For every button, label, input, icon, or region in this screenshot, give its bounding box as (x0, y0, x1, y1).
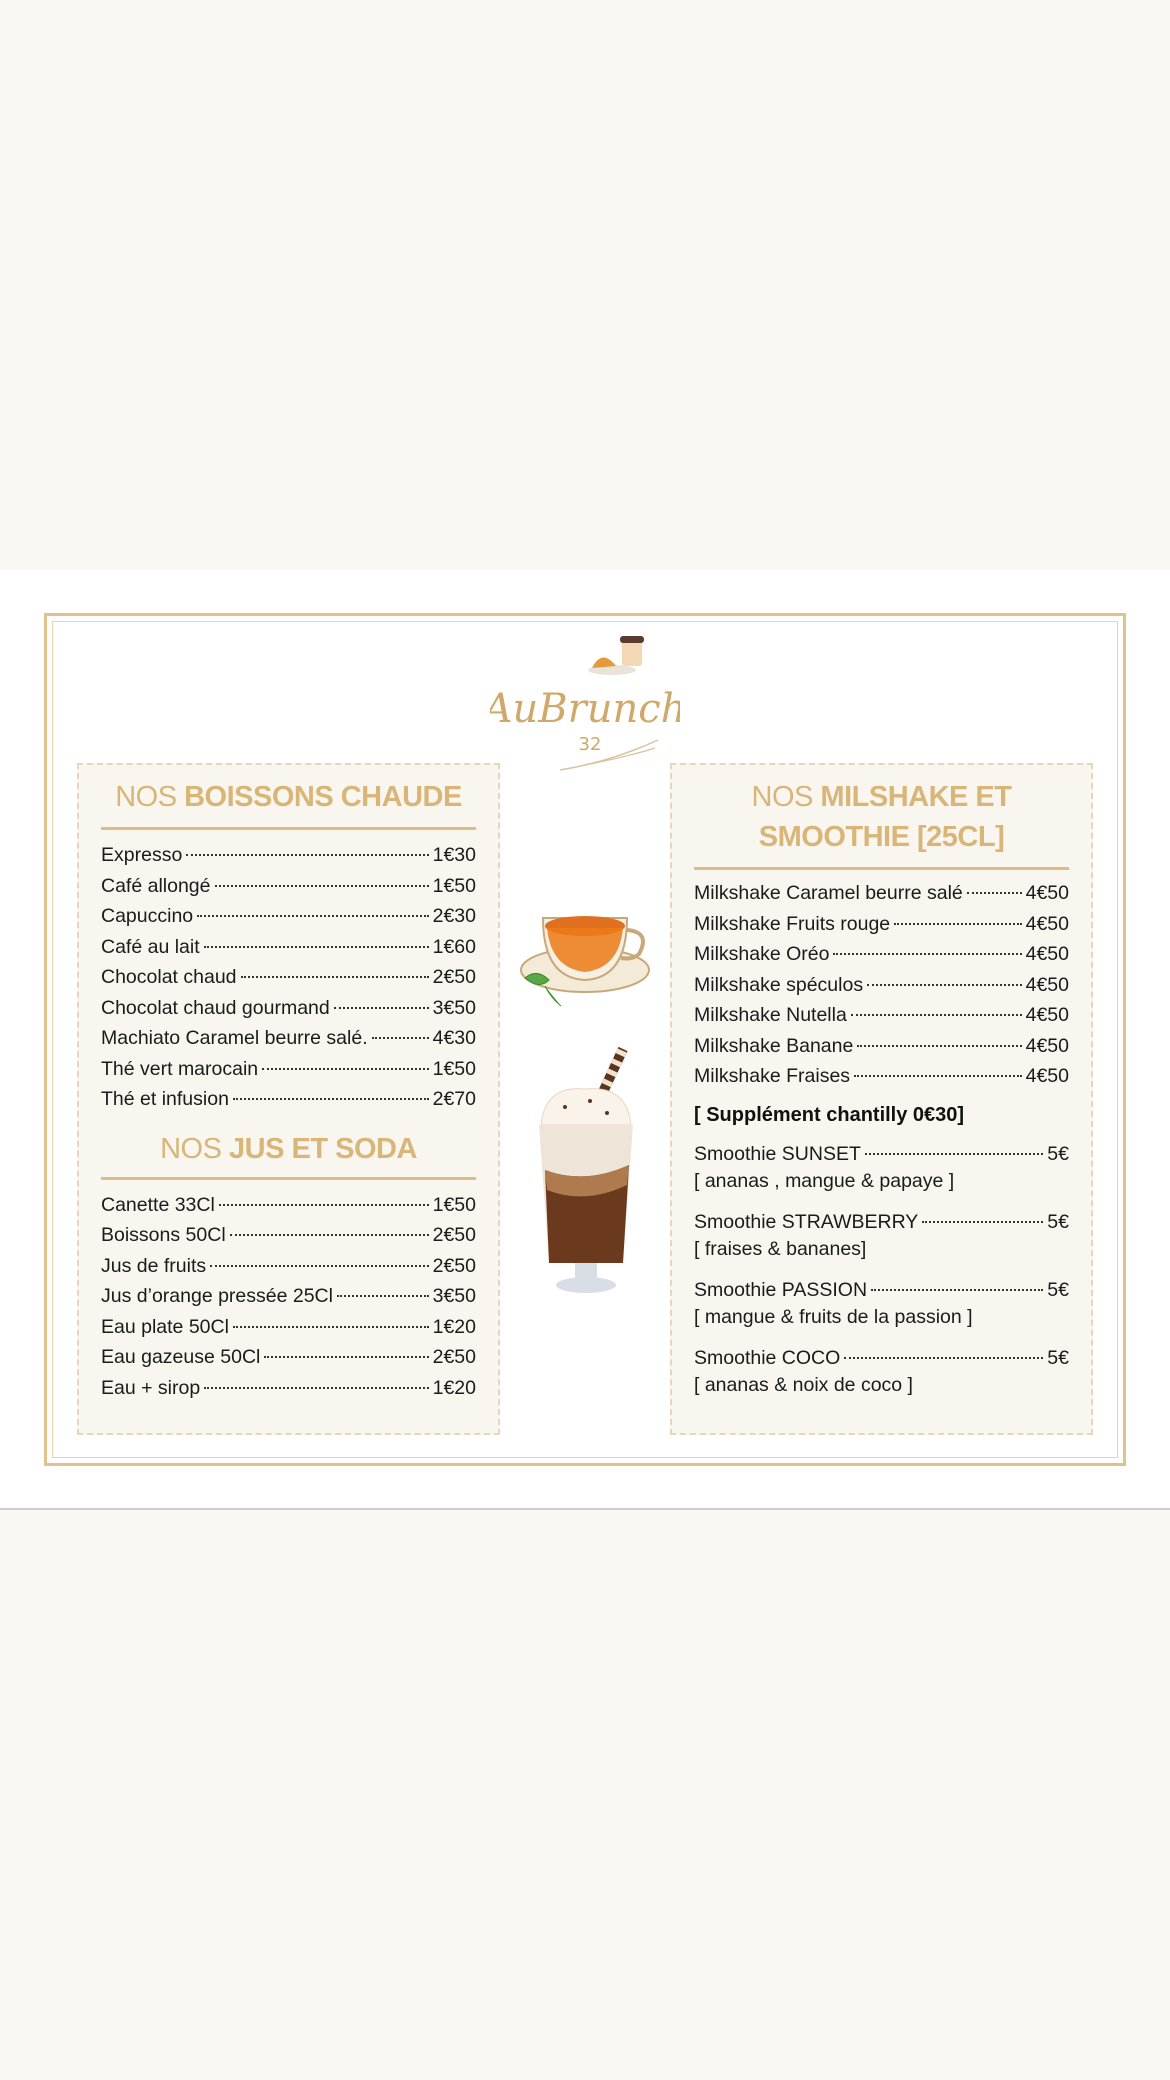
item-price: 2€50 (432, 1346, 476, 1368)
dot-leader (334, 1007, 429, 1009)
divider (694, 867, 1069, 870)
dot-leader (215, 885, 429, 887)
dot-leader (871, 1289, 1043, 1291)
menu-item (101, 932, 476, 963)
item-name: Smoothie STRAWBERRY (694, 1210, 919, 1233)
item-name: Machiato Caramel beurre salé. (101, 1027, 368, 1049)
title-light: NOS (751, 781, 813, 813)
menu-item (101, 1373, 476, 1404)
item-name: Chocolat chaud (101, 966, 237, 988)
item-price: 2€50 (432, 966, 476, 988)
item-price: 4€50 (1025, 1004, 1069, 1026)
item-name: Boissons 50Cl (101, 1224, 226, 1246)
menu-item (694, 970, 1069, 1001)
item-price: 2€70 (432, 1088, 476, 1110)
dot-leader (241, 976, 429, 978)
menu-item (101, 1251, 476, 1282)
item-name: Milkshake Fruits rouge (694, 912, 891, 935)
smoothie-item (672, 1345, 1091, 1399)
smoothie-item (672, 1209, 1091, 1263)
item-name: Jus de fruits (101, 1254, 207, 1277)
smoothie-ingredients: [ ananas & noix de coco ] (694, 1373, 913, 1396)
title-bold: BOISSONS CHAUDE (184, 781, 462, 813)
item-name: Smoothie COCO (694, 1346, 841, 1369)
hot-drinks-section (77, 763, 500, 1435)
dot-leader (854, 1075, 1022, 1077)
menu-item (694, 878, 1069, 909)
menu-item (694, 1209, 1069, 1236)
item-price: 2€50 (432, 1254, 476, 1277)
hot-drinks-title (79, 777, 498, 817)
item-price: 4€50 (1025, 1065, 1069, 1087)
aubrunch-logo (490, 630, 680, 780)
menu-item (101, 1084, 476, 1115)
item-price: 5€ (1047, 1142, 1069, 1165)
item-name: Café au lait (101, 935, 200, 958)
title-light: NOS (160, 1132, 222, 1165)
item-price: 1€30 (432, 844, 476, 866)
dot-leader (967, 892, 1022, 894)
item-price: 5€ (1047, 1346, 1069, 1369)
item-name: Thé et infusion (101, 1088, 229, 1110)
menu-item (694, 909, 1069, 940)
item-price: 4€50 (1025, 973, 1069, 996)
menu-item (101, 1023, 476, 1054)
item-name: Thé vert marocain (101, 1057, 259, 1080)
item-price: 2€30 (432, 905, 476, 927)
dot-leader (204, 1387, 428, 1389)
item-name: Café allongé (101, 874, 211, 897)
menu-item (101, 962, 476, 993)
item-price: 1€20 (432, 1315, 476, 1338)
item-name: Jus d’orange pressée 25Cl (101, 1285, 333, 1307)
dot-leader (867, 984, 1022, 986)
smoothie-row (672, 1277, 1091, 1304)
menu-item (101, 1054, 476, 1085)
dot-leader (186, 854, 428, 856)
smoothie-row (672, 1141, 1091, 1168)
item-price: 5€ (1047, 1210, 1069, 1233)
item-name: Smoothie PASSION (694, 1278, 868, 1301)
item-name: Milkshake Fraises (694, 1065, 851, 1087)
item-name: Milkshake Nutella (694, 1004, 847, 1026)
menu-item (101, 1190, 476, 1221)
smoothie-item (672, 1277, 1091, 1331)
item-name: Smoothie SUNSET (694, 1142, 861, 1165)
dot-leader (233, 1326, 429, 1328)
menu-item (694, 1000, 1069, 1031)
menu-item (101, 1312, 476, 1343)
item-price: 1€50 (432, 1193, 476, 1216)
item-price: 2€50 (432, 1224, 476, 1246)
menu-sheet (0, 570, 1170, 1510)
item-name: Eau gazeuse 50Cl (101, 1346, 261, 1368)
tea-cup-image (517, 898, 653, 1015)
title-bold-1: MILSHAKE ET (820, 781, 1012, 813)
dot-leader (233, 1098, 429, 1100)
item-price: 4€50 (1025, 882, 1069, 904)
item-price: 4€50 (1025, 1034, 1069, 1057)
milkshake-image (535, 1045, 637, 1302)
title-bold: JUS ET SODA (229, 1132, 417, 1165)
menu-item (694, 1141, 1069, 1168)
item-price: 5€ (1047, 1278, 1069, 1301)
divider (101, 827, 476, 830)
item-price: 4€30 (432, 1027, 476, 1049)
item-name: Milkshake Banane (694, 1034, 854, 1057)
menu-item (101, 871, 476, 902)
menu-item (101, 901, 476, 932)
menu-item (694, 1031, 1069, 1062)
menu-item (694, 939, 1069, 970)
logo-name: AuBrunch (490, 686, 680, 732)
item-price: 1€50 (432, 874, 476, 897)
item-price: 1€50 (432, 1057, 476, 1080)
dot-leader (219, 1204, 429, 1206)
item-name: Chocolat chaud gourmand (101, 996, 330, 1019)
menu-item (694, 1061, 1069, 1092)
smoothie-ingredients: [ ananas , mangue & papaye ] (694, 1169, 955, 1192)
dot-leader (210, 1265, 428, 1267)
title-light: NOS (115, 781, 177, 813)
item-price: 4€50 (1025, 912, 1069, 935)
chantilly-supplement: [ Supplément chantilly 0€30] (694, 1103, 965, 1126)
menu-item (101, 1220, 476, 1251)
dot-leader (262, 1068, 428, 1070)
dot-leader (857, 1045, 1021, 1047)
dot-leader (197, 915, 428, 917)
title-bold-2: SMOOTHIE [25CL] (758, 821, 1005, 853)
dot-leader (865, 1153, 1043, 1155)
item-name: Milkshake Caramel beurre salé (694, 882, 963, 904)
item-price: 1€20 (432, 1376, 476, 1399)
dot-leader (894, 923, 1021, 925)
milkshake-smoothie-section (670, 763, 1093, 1435)
dot-leader (204, 946, 429, 948)
dot-leader (844, 1357, 1043, 1359)
dot-leader (264, 1356, 428, 1358)
smoothie-ingredients: [ mangue & fruits de la passion ] (694, 1305, 973, 1328)
divider (101, 1177, 476, 1180)
item-name: Milkshake spéculos (694, 973, 864, 996)
menu-item (101, 1281, 476, 1312)
juice-title (79, 1129, 498, 1169)
item-price: 1€60 (432, 935, 476, 958)
dot-leader (337, 1295, 429, 1297)
item-name: Eau plate 50Cl (101, 1315, 229, 1338)
item-price: 3€50 (432, 1285, 476, 1307)
menu-item (101, 993, 476, 1024)
dot-leader (851, 1014, 1022, 1016)
menu-item (694, 1277, 1069, 1304)
item-name: Capuccino (101, 905, 194, 927)
item-name: Milkshake Oréo (694, 943, 830, 965)
smoothie-row (672, 1345, 1091, 1372)
item-name: Expresso (101, 844, 183, 866)
milkshake-title (672, 777, 1091, 857)
smoothie-item (672, 1141, 1091, 1195)
dot-leader (833, 953, 1021, 955)
menu-item (694, 1345, 1069, 1372)
dot-leader (372, 1037, 429, 1039)
dot-leader (230, 1234, 429, 1236)
item-name: Eau + sirop (101, 1376, 201, 1399)
smoothie-ingredients: [ fraises & bananes] (694, 1237, 867, 1260)
logo-number: 32 (578, 734, 602, 755)
item-name: Canette 33Cl (101, 1193, 215, 1216)
dot-leader (922, 1221, 1043, 1223)
item-price: 3€50 (432, 996, 476, 1019)
menu-item (101, 1342, 476, 1373)
menu-item (101, 840, 476, 871)
item-price: 4€50 (1025, 943, 1069, 965)
smoothie-row (672, 1209, 1091, 1236)
